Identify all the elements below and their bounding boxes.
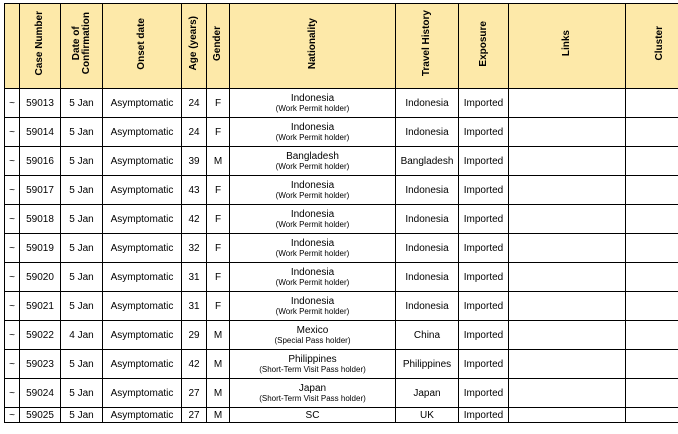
row-marker: ~ — [5, 350, 20, 379]
links-cell — [509, 234, 626, 263]
links-cell — [509, 379, 626, 408]
gender-cell: F — [207, 205, 230, 234]
confirmation-date-cell: 5 Jan — [61, 147, 103, 176]
travel-history-cell: Indonesia — [396, 292, 459, 321]
confirmation-date-cell: 5 Jan — [61, 234, 103, 263]
links-cell — [509, 89, 626, 118]
onset-date-cell: Asymptomatic — [103, 408, 182, 423]
travel-history-cell: Bangladesh — [396, 147, 459, 176]
nationality-text: Mexico — [296, 324, 329, 336]
age-cell: 31 — [182, 292, 207, 321]
confirmation-date-cell: 5 Jan — [61, 292, 103, 321]
exposure-cell: Imported — [459, 292, 509, 321]
gender-cell: F — [207, 118, 230, 147]
travel-history-cell: Indonesia — [396, 234, 459, 263]
pass-type-text: (Work Permit holder) — [275, 161, 350, 171]
links-cell — [509, 263, 626, 292]
travel-history-cell: Philippines — [396, 350, 459, 379]
header-blank — [5, 4, 20, 89]
row-marker: ~ — [5, 321, 20, 350]
nationality-cell — [230, 205, 396, 234]
header-cluster: Cluster — [626, 4, 678, 89]
nationality-text: Indonesia — [290, 237, 335, 249]
nationality-cell — [230, 176, 396, 205]
pass-type-text: (Work Permit holder) — [275, 132, 350, 142]
exposure-cell: Imported — [459, 408, 509, 423]
nationality-text: Indonesia — [290, 121, 335, 133]
gender-cell: F — [207, 89, 230, 118]
pass-type-text: (Work Permit holder) — [275, 103, 350, 113]
case-table — [4, 3, 678, 423]
exposure-cell: Imported — [459, 89, 509, 118]
links-cell — [509, 176, 626, 205]
onset-date-cell: Asymptomatic — [103, 379, 182, 408]
row-marker: ~ — [5, 263, 20, 292]
gender-cell: M — [207, 321, 230, 350]
gender-cell: M — [207, 147, 230, 176]
confirmation-date-cell: 5 Jan — [61, 118, 103, 147]
gender-cell: M — [207, 379, 230, 408]
nationality-text: Indonesia — [290, 295, 335, 307]
onset-date-cell: Asymptomatic — [103, 176, 182, 205]
cluster-cell — [626, 89, 678, 118]
pass-type-text: (Short-Term Visit Pass holder) — [259, 364, 366, 374]
travel-history-cell: China — [396, 321, 459, 350]
header-age: Age (years) — [182, 4, 207, 89]
table-row — [5, 408, 678, 423]
nationality-cell — [230, 292, 396, 321]
travel-history-cell: Indonesia — [396, 263, 459, 292]
gender-cell: F — [207, 292, 230, 321]
gender-cell: M — [207, 350, 230, 379]
nationality-text: SC — [305, 409, 320, 421]
links-cell — [509, 292, 626, 321]
case-number-cell: 59024 — [20, 379, 61, 408]
age-cell: 39 — [182, 147, 207, 176]
onset-date-cell: Asymptomatic — [103, 350, 182, 379]
header-travel-history: Travel History — [396, 4, 459, 89]
travel-history-cell: Indonesia — [396, 205, 459, 234]
nationality-cell — [230, 147, 396, 176]
nationality-text: Indonesia — [290, 266, 335, 278]
travel-history-cell: Japan — [396, 379, 459, 408]
header-case-number: Case Number — [20, 4, 61, 89]
gender-cell: F — [207, 263, 230, 292]
cluster-cell — [626, 379, 678, 408]
onset-date-cell: Asymptomatic — [103, 205, 182, 234]
case-number-cell: 59020 — [20, 263, 61, 292]
nationality-cell — [230, 350, 396, 379]
onset-date-cell: Asymptomatic — [103, 321, 182, 350]
nationality-text: Japan — [298, 382, 327, 394]
age-cell: 31 — [182, 263, 207, 292]
case-number-cell: 59013 — [20, 89, 61, 118]
exposure-cell: Imported — [459, 205, 509, 234]
nationality-cell — [230, 89, 396, 118]
cluster-cell — [626, 234, 678, 263]
age-cell: 43 — [182, 176, 207, 205]
age-cell: 24 — [182, 89, 207, 118]
nationality-cell — [230, 234, 396, 263]
nationality-cell — [230, 379, 396, 408]
pass-type-text: (Work Permit holder) — [275, 190, 350, 200]
nationality-text: Indonesia — [290, 179, 335, 191]
header-links: Links — [509, 4, 626, 89]
case-number-cell: 59014 — [20, 118, 61, 147]
row-marker: ~ — [5, 118, 20, 147]
row-marker: ~ — [5, 234, 20, 263]
nationality-text: Indonesia — [290, 92, 335, 104]
onset-date-cell: Asymptomatic — [103, 234, 182, 263]
cluster-cell — [626, 350, 678, 379]
age-cell: 29 — [182, 321, 207, 350]
links-cell — [509, 321, 626, 350]
exposure-cell: Imported — [459, 234, 509, 263]
header-nationality: Nationality — [230, 4, 396, 89]
nationality-cell — [230, 263, 396, 292]
cluster-cell — [626, 176, 678, 205]
gender-cell: F — [207, 234, 230, 263]
onset-date-cell: Asymptomatic — [103, 118, 182, 147]
row-marker: ~ — [5, 147, 20, 176]
pass-type-text: (Special Pass holder) — [274, 335, 351, 345]
confirmation-date-cell: 5 Jan — [61, 89, 103, 118]
cluster-cell — [626, 292, 678, 321]
table-row — [5, 350, 678, 379]
travel-history-cell: UK — [396, 408, 459, 423]
cluster-cell — [626, 147, 678, 176]
case-number-cell: 59023 — [20, 350, 61, 379]
confirmation-date-cell: 4 Jan — [61, 321, 103, 350]
table-row — [5, 379, 678, 408]
onset-date-cell: Asymptomatic — [103, 292, 182, 321]
table-row — [5, 292, 678, 321]
exposure-cell: Imported — [459, 379, 509, 408]
cluster-cell — [626, 408, 678, 423]
table-row — [5, 147, 678, 176]
nationality-text: Indonesia — [290, 208, 335, 220]
case-number-cell: 59017 — [20, 176, 61, 205]
table-row — [5, 89, 678, 118]
links-cell — [509, 408, 626, 423]
links-cell — [509, 350, 626, 379]
pass-type-text: (Work Permit holder) — [275, 277, 350, 287]
table-row — [5, 205, 678, 234]
pass-type-text: (Work Permit holder) — [275, 248, 350, 258]
nationality-cell — [230, 321, 396, 350]
cluster-cell — [626, 263, 678, 292]
confirmation-date-cell: 5 Jan — [61, 205, 103, 234]
nationality-cell — [230, 118, 396, 147]
pass-type-text: (Work Permit holder) — [275, 306, 350, 316]
age-cell: 27 — [182, 379, 207, 408]
header-onset-date: Onset date — [103, 4, 182, 89]
travel-history-cell: Indonesia — [396, 118, 459, 147]
travel-history-cell: Indonesia — [396, 89, 459, 118]
exposure-cell: Imported — [459, 118, 509, 147]
case-number-cell: 59019 — [20, 234, 61, 263]
age-cell: 24 — [182, 118, 207, 147]
case-number-cell: 59021 — [20, 292, 61, 321]
nationality-text: Philippines — [288, 353, 337, 365]
exposure-cell: Imported — [459, 147, 509, 176]
table-row — [5, 176, 678, 205]
row-marker: ~ — [5, 205, 20, 234]
gender-cell: F — [207, 176, 230, 205]
onset-date-cell: Asymptomatic — [103, 89, 182, 118]
table-row — [5, 234, 678, 263]
nationality-text: Bangladesh — [286, 150, 339, 162]
row-marker: ~ — [5, 176, 20, 205]
row-marker: ~ — [5, 379, 20, 408]
header-exposure: Exposure — [459, 4, 509, 89]
travel-history-cell: Indonesia — [396, 176, 459, 205]
row-marker: ~ — [5, 408, 20, 423]
cluster-cell — [626, 205, 678, 234]
case-number-cell: 59018 — [20, 205, 61, 234]
cluster-cell — [626, 118, 678, 147]
confirmation-date-cell: 5 Jan — [61, 350, 103, 379]
case-number-cell: 59025 — [20, 408, 61, 423]
links-cell — [509, 205, 626, 234]
exposure-cell: Imported — [459, 350, 509, 379]
onset-date-cell: Asymptomatic — [103, 263, 182, 292]
header-gender: Gender — [207, 4, 230, 89]
nationality-cell — [230, 408, 396, 423]
table-body — [5, 89, 678, 423]
age-cell: 27 — [182, 408, 207, 423]
gender-cell: M — [207, 408, 230, 423]
exposure-cell: Imported — [459, 263, 509, 292]
age-cell: 42 — [182, 350, 207, 379]
pass-type-text: (Work Permit holder) — [275, 219, 350, 229]
pass-type-text: (Short-Term Visit Pass holder) — [259, 393, 366, 403]
onset-date-cell: Asymptomatic — [103, 147, 182, 176]
cluster-cell — [626, 321, 678, 350]
header-date-of-confirmation: Date of Confirmation — [61, 4, 103, 89]
row-marker: ~ — [5, 292, 20, 321]
confirmation-date-cell: 5 Jan — [61, 379, 103, 408]
row-marker: ~ — [5, 89, 20, 118]
case-number-cell: 59022 — [20, 321, 61, 350]
confirmation-date-cell: 5 Jan — [61, 263, 103, 292]
case-number-cell: 59016 — [20, 147, 61, 176]
confirmation-date-cell: 5 Jan — [61, 408, 103, 423]
links-cell — [509, 118, 626, 147]
age-cell: 32 — [182, 234, 207, 263]
header-row — [5, 4, 678, 89]
confirmation-date-cell: 5 Jan — [61, 176, 103, 205]
table-row — [5, 118, 678, 147]
exposure-cell: Imported — [459, 321, 509, 350]
age-cell: 42 — [182, 205, 207, 234]
table-row — [5, 263, 678, 292]
links-cell — [509, 147, 626, 176]
exposure-cell: Imported — [459, 176, 509, 205]
table-row — [5, 321, 678, 350]
